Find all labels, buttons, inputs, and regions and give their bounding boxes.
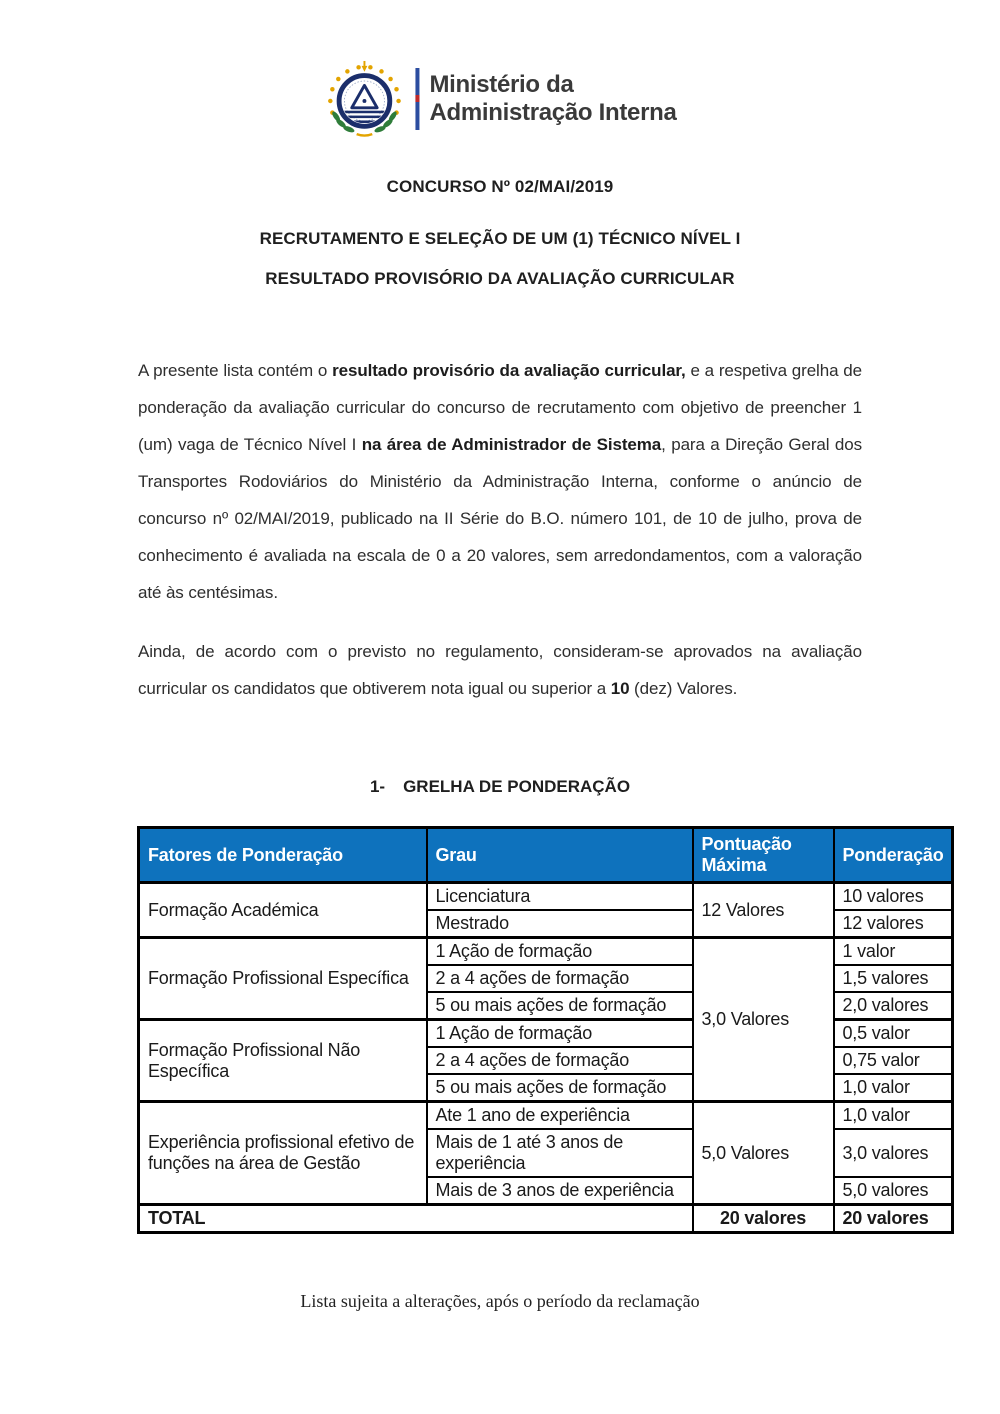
ponderacao-cell: 1 valor [834, 938, 953, 966]
ponderacao-cell: 0,75 valor [834, 1047, 953, 1074]
section-title: GRELHA DE PONDERAÇÃO [403, 777, 631, 796]
doc-title-recrutamento: RECRUTAMENTO E SELEÇÃO DE UM (1) TÉCNICO NÍVEL I [259, 229, 741, 248]
p2-seg3: (dez) Valores. [629, 679, 738, 698]
cape-verde-emblem-icon [323, 60, 405, 138]
ponderacao-cell: 1,5 valores [834, 965, 953, 992]
factor-formacao-academica: Formação Académica [139, 883, 427, 938]
pontuacao-5valores: 5,0 Valores [693, 1102, 834, 1205]
intro-paragraph-1 [138, 352, 862, 611]
ponderacao-cell: 1,0 valor [834, 1102, 953, 1130]
grau-cell: 1 Ação de formação [427, 938, 693, 966]
pontuacao-12valores: 12 Valores [693, 883, 834, 938]
factor-fp-especifica: Formação Profissional Específica [139, 938, 427, 1020]
grau-cell: 2 a 4 ações de formação [427, 1047, 693, 1074]
ponderacao-table-wrap [137, 826, 951, 1234]
grau-cell: Ate 1 ano de experiência [427, 1102, 693, 1130]
total-label: TOTAL [139, 1205, 693, 1233]
ponderacao-cell: 2,0 valores [834, 992, 953, 1020]
grau-cell: 5 ou mais ações de formação [427, 1074, 693, 1102]
p1-seg2-bold: resultado provisório da avaliação curricular, [332, 361, 686, 380]
factor-fp-nao-especifica: Formação Profissional Não Específica [139, 1020, 427, 1102]
table-row [139, 1102, 953, 1130]
grau-cell: 1 Ação de formação [427, 1020, 693, 1048]
doc-title-concurso: CONCURSO Nº 02/MAI/2019 [386, 177, 614, 196]
grau-cell: Mais de 3 anos de experiência [427, 1177, 693, 1205]
table-row [139, 883, 953, 911]
logo-divider-bar [415, 68, 419, 130]
grau-cell: 5 ou mais ações de formação [427, 992, 693, 1020]
p1-seg5: , para a Direção Geral dos Transportes Rodoviários do Ministério da Administração Interna, conforme o anúncio de concurso nº 02/MAI/2019, publicado na II Série do B.O. número 101, de 10 de julho, prova de conhecimento é avaliada na escala de 0 a 20 valores, sem arredondamentos, com a valoração até às centésimas. [138, 435, 863, 602]
table-header-row [139, 828, 953, 883]
header-pontuacao: Pontuação Máxima [693, 828, 834, 883]
p1-seg3: e a respetiva grelha de ponderação da avaliação curricular do concurso de recrutamento com objetivo de preencher 1 (um) vaga de Técnico Nível I [138, 361, 862, 454]
section-heading-grelha [0, 777, 1000, 797]
ponderacao-cell: 0,5 valor [834, 1020, 953, 1048]
ministry-name [429, 71, 676, 127]
grau-cell: Licenciatura [427, 883, 693, 911]
ponderacao-cell: 3,0 valores [834, 1129, 953, 1177]
ponderacao-cell: 12 valores [834, 910, 953, 938]
total-ponderacao: 20 valores [834, 1205, 953, 1233]
intro-paragraph-2 [138, 633, 862, 707]
p2-seg2-bold: 10 [610, 679, 630, 698]
section-number: 1- [369, 777, 386, 796]
grau-cell: 2 a 4 ações de formação [427, 965, 693, 992]
ministry-logo [323, 60, 676, 138]
p2-seg1: Ainda, de acordo com o previsto no regulamento, consideram-se aprovados na avaliação curricular os candidatos que obtiverem nota igual ou superior a [138, 642, 862, 698]
ponderacao-cell: 1,0 valor [834, 1074, 953, 1102]
header-ponderacao: Ponderação [834, 828, 953, 883]
total-pontuacao: 20 valores [693, 1205, 834, 1233]
table-row [139, 938, 953, 966]
doc-title-resultado: RESULTADO PROVISÓRIO DA AVALIAÇÃO CURRICULAR [265, 269, 735, 288]
ponderacao-cell: 10 valores [834, 883, 953, 911]
footer-note: Lista sujeita a alterações, após o período da reclamação [300, 1291, 700, 1311]
grau-cell: Mestrado [427, 910, 693, 938]
table-total-row [139, 1205, 953, 1233]
ministry-name-line2: Administração Interna [429, 99, 677, 126]
factor-experiencia: Experiência profissional efetivo de funções na área de Gestão [139, 1102, 427, 1205]
grau-cell: Mais de 1 até 3 anos de experiência [427, 1129, 693, 1177]
header-grau: Grau [427, 828, 693, 883]
pontuacao-3valores: 3,0 Valores [693, 938, 834, 1102]
p1-seg1: A presente lista contém o [138, 361, 333, 380]
ponderacao-cell: 5,0 valores [834, 1177, 953, 1205]
logo-divider-accent [415, 95, 419, 102]
ministry-name-line1: Ministério da [429, 71, 574, 98]
ponderacao-table [137, 826, 954, 1234]
header-fatores: Fatores de Ponderação [139, 828, 427, 883]
p1-seg4-bold: na área de Administrador de Sistema [361, 435, 662, 454]
